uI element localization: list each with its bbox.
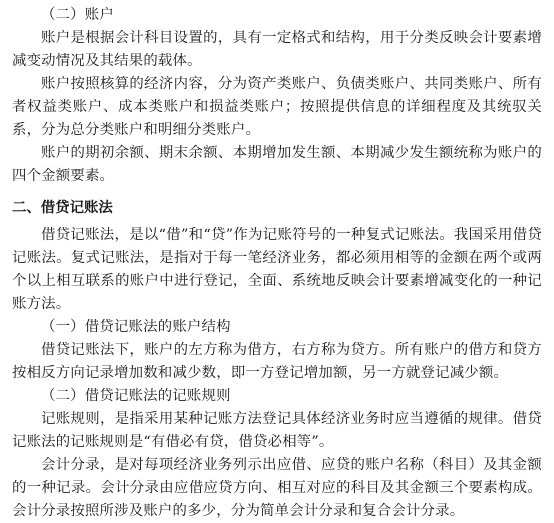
subheading-account: （二）账户 — [41, 7, 114, 23]
paragraph-journal-entries: 会计分录，是对每项经济业务列示出应借、应贷的账户名称（科目）及其金额的一种记录。会计分录由应借应贷方向、相互对应的科目及其金额三个要素构成。会计分录按照所涉及账户的多少，分为简单会计分录和复合会计分录。 — [12, 457, 542, 519]
paragraph-account-amount-elements: 账户的期初余额、期末余额、本期增加发生额、本期减少发生额统称为账户的四个金额要素。 — [12, 145, 542, 184]
paragraph-account-structure: 借贷记账法下，账户的左方称为借方，右方称为贷方。所有账户的借方和贷方按相反方向记录增加数和减少数，即一方登记增加额，另一方就登记减少额。 — [12, 342, 542, 381]
subheading-recording-rules: （二）借贷记账法的记账规则 — [41, 388, 231, 404]
paragraph-account-definition: 账户是根据会计科目设置的，具有一定格式和结构，用于分类反映会计要素增减变动情况及其结果的载体。 — [12, 30, 542, 69]
paragraph-debit-credit-definition: 借贷记账法，是以“借”和“贷”作为记账符号的一种复式记账法。我国采用借贷记账法。复式记账法，是指对于每一笔经济业务，都必须用相等的金额在两个或两个以上相互联系的账户中进行登记，全面、系统地反映会计要素增减变化的一种记账方法。 — [12, 227, 542, 312]
paragraph-account-classification: 账户按照核算的经济内容，分为资产类账户、负债类账户、共同类账户、所有者权益类账户、成本类账户和损益类账户；按照提供信息的详细程度及其统驭关系，分为总分类账户和明细分类账户。 — [12, 76, 542, 138]
subheading-account-structure: （一）借贷记账法的账户结构 — [41, 319, 231, 335]
section-heading-debit-credit: 二、借贷记账法 — [12, 200, 113, 216]
paragraph-recording-rules: 记账规则，是指采用某种记账方法登记具体经济业务时应当遵循的规律。借贷记账法的记账规则是“有借必有贷，借贷必相等”。 — [12, 411, 542, 450]
